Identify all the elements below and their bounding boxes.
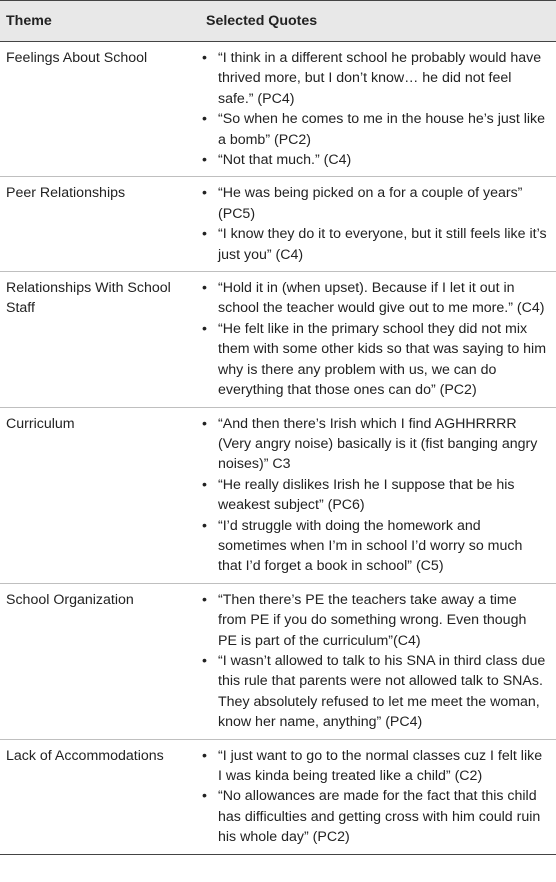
bullet-icon: •	[202, 111, 207, 128]
quotes-cell	[198, 583, 556, 739]
quote-text: “I’d struggle with doing the homework and sometimes when I’m in school I’d worry so much that I’d forget a book in school” (C5)	[218, 517, 523, 575]
bullet-icon: •	[202, 226, 207, 243]
quotes-cell	[198, 177, 556, 272]
quote-text: “Not that much.” (C4)	[218, 152, 352, 169]
quote-text: “Hold it in (when upset). Because if I let it out in school the teacher would give out to me more.” (C4)	[218, 280, 545, 317]
quote-item	[198, 516, 548, 577]
quote-item	[198, 319, 548, 401]
table-body	[0, 42, 556, 855]
bullet-icon: •	[202, 652, 207, 669]
quote-item	[198, 183, 548, 224]
quote-item	[198, 414, 548, 475]
quote-text: “He felt like in the primary school they did not mix them with some other kids so that was saying to him why is there any problem with us, we can do everything that those ones can do” (PC2)	[218, 320, 547, 399]
bullet-icon: •	[202, 320, 207, 337]
quote-item	[198, 109, 548, 150]
bullet-icon: •	[202, 415, 207, 432]
bullet-icon: •	[202, 152, 207, 169]
quote-text: “He really dislikes Irish he I suppose that be his weakest subject” (PC6)	[218, 476, 515, 514]
quote-text: “So when he comes to me in the house he’s just like a bomb” (PC2)	[218, 111, 546, 148]
quotes-cell	[198, 42, 556, 177]
quote-list	[198, 183, 548, 265]
theme-cell: School Organization	[0, 583, 198, 739]
theme-cell: Lack of Accommodations	[0, 739, 198, 854]
quote-text: “I think in a different school he probably would have thrived more, but I don’t know… he did not feel safe.” (PC4)	[218, 50, 542, 107]
quote-item	[198, 278, 548, 319]
bullet-icon: •	[202, 747, 207, 764]
quote-item	[198, 48, 548, 109]
table-row	[0, 177, 556, 272]
theme-cell: Relationships With School Staff	[0, 272, 198, 407]
quote-item	[198, 475, 548, 516]
quote-list	[198, 590, 548, 733]
bullet-icon: •	[202, 517, 207, 534]
table-row	[0, 739, 556, 854]
quotes-column-header: Selected Quotes	[198, 1, 556, 42]
quote-text: “Then there’s PE the teachers take away a time from PE if you do something wrong. Even though PE is part of the curriculum”(C4)	[218, 591, 527, 649]
table-header-row	[0, 1, 556, 42]
theme-cell: Curriculum	[0, 407, 198, 583]
quote-item	[198, 746, 548, 787]
quote-text: “I wasn’t allowed to talk to his SNA in third class due this rule that parents were not allowed talk to SNAs. They absolutely refused to let me meet the woman, know her name, anything” (PC4)	[218, 652, 546, 731]
quote-list	[198, 48, 548, 170]
quotes-cell	[198, 272, 556, 407]
table-row	[0, 272, 556, 407]
theme-cell: Feelings About School	[0, 42, 198, 177]
quote-list	[198, 746, 548, 848]
theme-cell: Peer Relationships	[0, 177, 198, 272]
bullet-icon: •	[202, 185, 207, 202]
quote-item	[198, 651, 548, 733]
quote-item	[198, 590, 548, 651]
quote-list	[198, 414, 548, 577]
quote-item	[198, 786, 548, 847]
bullet-icon: •	[202, 591, 207, 608]
quotes-cell	[198, 407, 556, 583]
bullet-icon: •	[202, 50, 207, 66]
quote-text: “He was being picked on a for a couple of years” (PC5)	[218, 185, 523, 222]
quote-item	[198, 224, 548, 265]
quote-text: “I just want to go to the normal classes cuz I felt like I was kinda being treated like a child” (C2)	[218, 747, 543, 784]
theme-column-header: Theme	[0, 1, 198, 42]
quote-list	[198, 278, 548, 400]
table-row	[0, 407, 556, 583]
quote-text: “And then there’s Irish which I find AGHHRRRR (Very angry noise) basically is it (fist banging angry noises)” C3	[218, 415, 538, 473]
quote-text: “I know they do it to everyone, but it still feels like it’s just you” (C4)	[218, 226, 547, 263]
quote-text: “No allowances are made for the fact that this child has difficulties and getting cross with him could ruin his whole day” (PC2)	[218, 788, 541, 846]
table-row	[0, 583, 556, 739]
table-row	[0, 42, 556, 177]
quote-item	[198, 150, 548, 170]
bullet-icon: •	[202, 280, 207, 297]
bullet-icon: •	[202, 476, 207, 493]
bullet-icon: •	[202, 788, 207, 805]
quotes-cell	[198, 739, 556, 854]
